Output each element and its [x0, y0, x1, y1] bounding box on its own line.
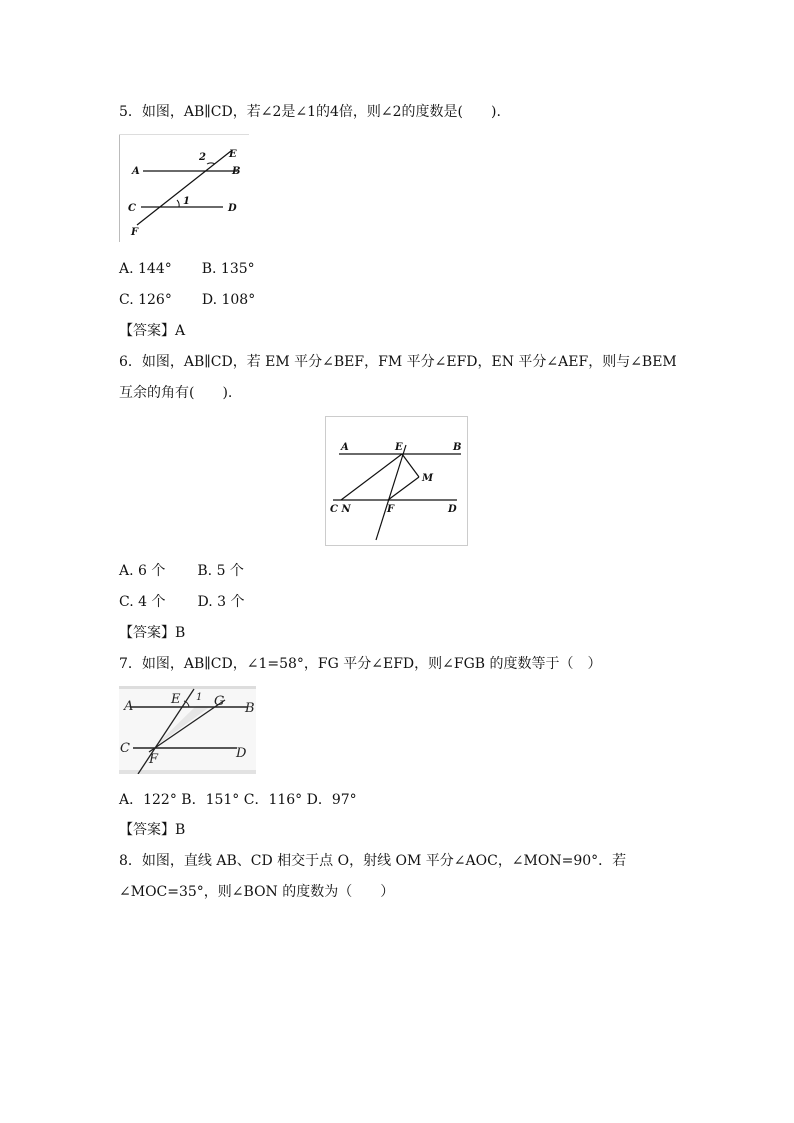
- q5-option-b: B. 135°: [201, 261, 255, 277]
- q5-options-row2: [119, 291, 255, 309]
- transversal-ef: [137, 151, 231, 225]
- q6-option-c: C. 4 个: [119, 594, 166, 610]
- q6-option-a: A. 6 个: [119, 563, 166, 579]
- q7-figure: [119, 686, 256, 774]
- q8-stem-line1: 8．如图，直线 AB、CD 相交于点 O，射线 OM 平分∠AOC，∠MON=90°．若: [119, 853, 627, 869]
- q7-label-angle1: 1: [196, 692, 203, 703]
- q7-label-B: B: [245, 701, 255, 716]
- q7-options: A．122° B．151° C．116° D．97°: [119, 792, 357, 808]
- q5-option-a: A. 144°: [119, 261, 172, 277]
- q5-figure: [119, 134, 249, 242]
- q5-stem: 5．如图，AB∥CD，若∠2是∠1的4倍，则∠2的度数是( ).: [119, 104, 501, 120]
- q8-stem-line2: ∠MOC=35°，则∠BON 的度数为（ ）: [119, 884, 395, 900]
- q5-label-A: A: [132, 166, 140, 177]
- q7-label-C: C: [120, 741, 130, 756]
- q6-label-D: D: [448, 504, 457, 515]
- q5-label-D: D: [228, 203, 237, 214]
- q6-stem-line1: 6．如图，AB∥CD，若 EM 平分∠BEF，FM 平分∠EFD，EN 平分∠AEF，则与∠BEM: [119, 354, 677, 370]
- q6-options-row1: [119, 562, 244, 580]
- q7-label-A: A: [124, 699, 134, 714]
- segment-en: [341, 454, 402, 500]
- q5-label-E: E: [229, 149, 237, 160]
- q7-label-D: D: [236, 746, 247, 761]
- q6-label-M: M: [422, 473, 434, 484]
- q6-stem-line2: 互余的角有( ).: [119, 385, 233, 401]
- q5-label-angle2: 2: [199, 152, 206, 163]
- q5-label-angle1: 1: [183, 196, 190, 207]
- angle-arc-2: [207, 163, 215, 164]
- q6-label-E: E: [395, 442, 403, 453]
- q5-label-C: C: [128, 203, 136, 214]
- angle-arc-1: [177, 200, 179, 207]
- q6-label-CN: C N: [330, 504, 351, 515]
- q5-label-B: B: [232, 166, 241, 177]
- q6-option-b: B. 5 个: [197, 563, 244, 579]
- q6-option-d: D. 3 个: [197, 594, 245, 610]
- q6-label-B: B: [453, 442, 462, 453]
- q7-stem: 7．如图，AB∥CD，∠1=58°，FG 平分∠EFD，则∠FGB 的度数等于（ ）: [119, 656, 602, 672]
- q5-label-F: F: [131, 227, 139, 238]
- q6-label-A: A: [341, 442, 349, 453]
- q6-options-row2: [119, 593, 244, 611]
- q5-option-d: D. 108°: [201, 292, 256, 308]
- q6-figure: [325, 416, 468, 546]
- q7-label-G: G: [214, 694, 225, 709]
- q6-answer: 【答案】B: [119, 625, 186, 641]
- q5-answer: 【答案】A: [119, 323, 186, 339]
- segment-em: [402, 454, 419, 477]
- q5-options-row1: [119, 260, 255, 278]
- q7-label-E: E: [171, 692, 181, 707]
- q5-option-c: C. 126°: [119, 292, 172, 308]
- q7-label-F: F: [149, 752, 159, 767]
- transversal-ef: [376, 445, 406, 540]
- q6-label-F: F: [387, 504, 395, 515]
- q7-answer: 【答案】B: [119, 822, 186, 838]
